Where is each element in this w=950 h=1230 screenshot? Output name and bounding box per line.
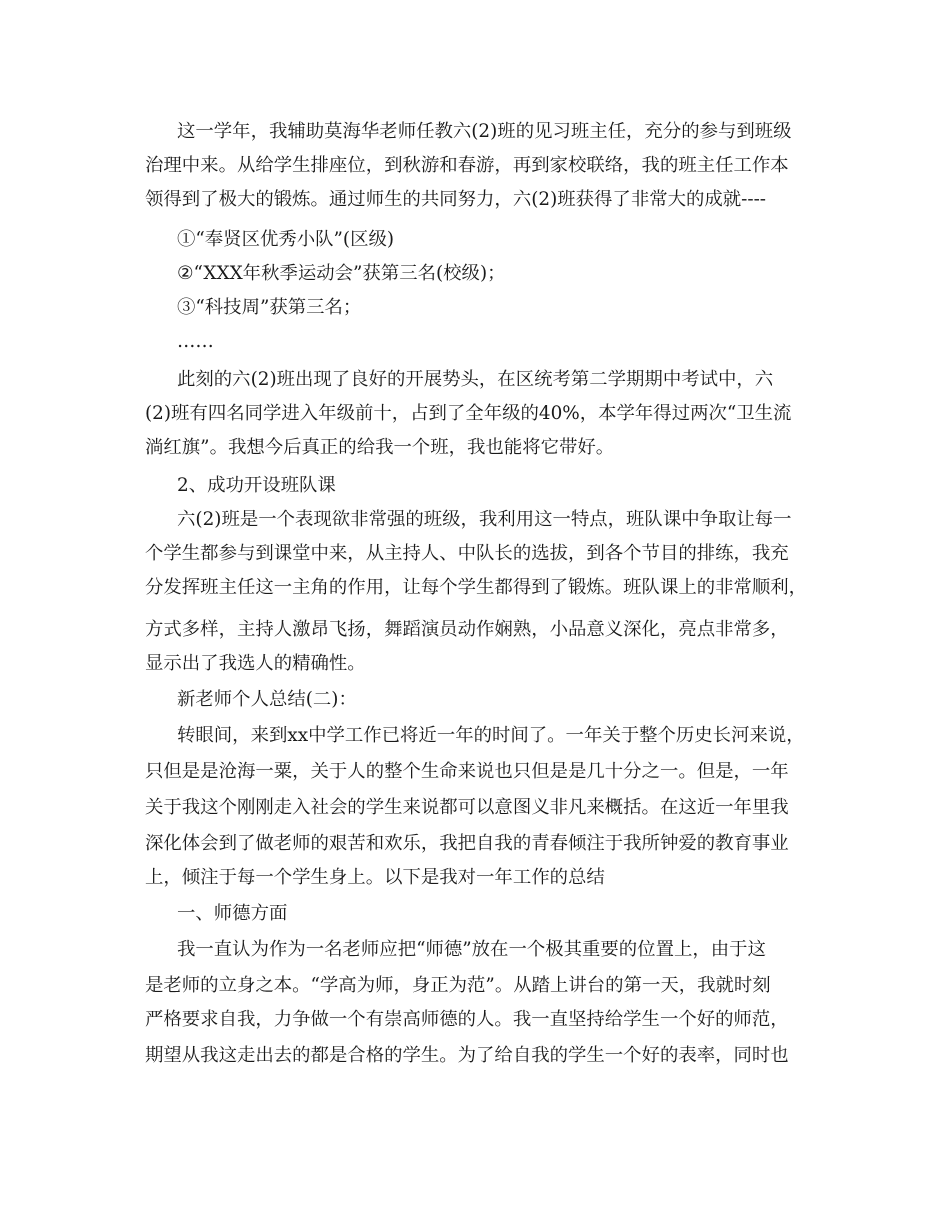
text-line: 上，倾注于每一个学生身上。以下是我对一年工作的总结 — [145, 867, 605, 888]
list-item: ③“科技周”获第三名； — [177, 297, 362, 318]
section-heading: 一、师德方面 — [177, 903, 288, 924]
ellipsis-line: …… — [177, 331, 214, 352]
text-line: 六(2)班是一个表现欲非常强的班级，我利用这一特点，班队课中争取让每一 — [177, 509, 792, 530]
section-heading: 2、成功开设班队课 — [177, 475, 336, 496]
text-line: 转眼间，来到xx中学工作已将近一年的时间了。一年关于整个历史长河来说， — [177, 725, 805, 746]
text-line: 严格要求自我，力争做一个有崇高师德的人。我一直坚持给学生一个好的师范， — [145, 1009, 789, 1030]
text-line: (2)班有四名同学进入年级前十，占到了全年级的40%，本学年得过两次“卫生流 — [145, 403, 792, 424]
text-line: 期望从我这走出去的都是合格的学生。为了给自我的学生一个好的表率，同时也 — [145, 1045, 789, 1066]
text-line: 只但是是沧海一粟，关于人的整个生命来说也只但是是几十分之一。但是，一年 — [145, 761, 789, 782]
text-line: 方式多样，主持人激昂飞扬，舞蹈演员动作娴熟，小品意义深化，亮点非常多， — [145, 619, 789, 640]
text-line: 分发挥班主任这一主角的作用，让每个学生都得到了锻炼。班队课上的非常顺利， — [145, 577, 808, 598]
text-line: 此刻的六(2)班出现了良好的开展势头，在区统考第二学期期中考试中，六 — [177, 369, 774, 390]
text-line: 显示出了我选人的精确性。 — [145, 653, 366, 674]
text-line: 个学生都参与到课堂中来，从主持人、中队长的选拔，到各个节目的排练，我充 — [145, 543, 789, 564]
list-item: ②“XXX年秋季运动会”获第三名(校级)； — [177, 263, 506, 284]
text-line: 深化体会到了做老师的艰苦和欢乐，我把自我的青春倾注于我所钟爱的教育事业 — [145, 833, 789, 854]
text-line: 淌红旗”。我想今后真正的给我一个班，我也能将它带好。 — [145, 437, 615, 458]
section-heading: 新老师个人总结(二)： — [177, 689, 357, 710]
text-line: 关于我这个刚刚走入社会的学生来说都可以意图义非凡来概括。在这近一年里我 — [145, 797, 789, 818]
text-line: 是老师的立身之本。“学高为师，身正为范”。从踏上讲台的第一天，我就时刻 — [145, 975, 771, 996]
text-line: 治理中来。从给学生排座位，到秋游和春游，再到家校联络，我的班主任工作本 — [145, 155, 789, 176]
text-line: 我一直认为作为一名老师应把“师德”放在一个极其重要的位置上，由于这 — [177, 939, 766, 960]
text-line: 领得到了极大的锻炼。通过师生的共同努力，六(2)班获得了非常大的成就---- — [145, 189, 767, 210]
list-item: ①“奉贤区优秀小队”(区级) — [177, 229, 395, 250]
text-line: 这一学年，我辅助莫海华老师任教六(2)班的见习班主任，充分的参与到班级 — [177, 121, 792, 142]
